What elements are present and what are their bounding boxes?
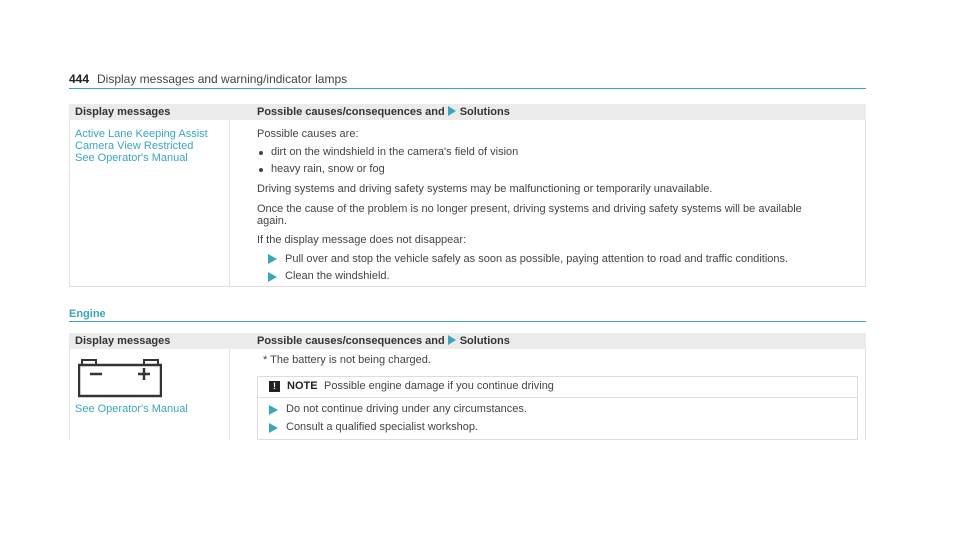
- table-right-border: [865, 120, 866, 287]
- solution-item: Clean the windshield.: [285, 270, 390, 282]
- bullet-icon: [259, 151, 263, 155]
- table-right-border: [865, 349, 866, 440]
- col-header-display-messages: Display messages: [75, 335, 171, 347]
- paragraph-once-cause-line-2: again.: [257, 215, 287, 227]
- bullet-icon: [259, 168, 263, 172]
- cause-item: dirt on the windshield in the camera's field of vision: [271, 146, 519, 158]
- page-title: Display messages and warning/indicator lamps: [97, 72, 348, 86]
- col-header-causes: Possible causes/consequences and: [257, 106, 445, 118]
- solution-arrow-icon: [269, 405, 278, 415]
- solution-item: Consult a qualified specialist workshop.: [286, 421, 478, 433]
- col-header-causes-solutions: [257, 335, 510, 347]
- message-line-2: Camera View Restricted: [75, 140, 194, 152]
- warning-icon: !: [269, 381, 280, 392]
- solution-item: Pull over and stop the vehicle safely as soon as possible, paying attention to road and traffic conditions.: [285, 253, 789, 265]
- table-left-border: [69, 349, 70, 440]
- page-number: 444: [69, 72, 90, 86]
- arrow-right-icon: [448, 106, 456, 116]
- solution-item: Do not continue driving under any circumstances.: [286, 403, 527, 415]
- paragraph-if-message-persists: If the display message does not disappear:: [257, 234, 467, 246]
- message-line-1: Active Lane Keeping Assist: [75, 128, 208, 140]
- column-divider: [229, 349, 230, 440]
- solution-arrow-icon: [268, 272, 277, 282]
- note-label: NOTE: [287, 380, 318, 392]
- note-divider: [258, 397, 857, 398]
- cause-battery-not-charging: * The battery is not being charged.: [263, 354, 431, 366]
- note-text: Possible engine damage if you continue driving: [324, 380, 554, 392]
- page-header: [69, 70, 866, 89]
- paragraph-once-cause-line-1: Once the cause of the problem is no longer present, driving systems and driving safety systems will be available: [257, 203, 802, 215]
- col-header-solutions: Solutions: [459, 106, 510, 118]
- table-header-row: [69, 333, 866, 349]
- section-title-engine: Engine: [69, 308, 106, 320]
- paragraph-malfunction: Driving systems and driving safety systems may be malfunctioning or temporarily unavailable.: [257, 183, 713, 195]
- battery-icon: [78, 356, 162, 398]
- solution-arrow-icon: [268, 254, 277, 264]
- note-box: [257, 376, 858, 440]
- col-header-display-messages: Display messages: [75, 106, 171, 118]
- arrow-right-icon: [448, 335, 456, 345]
- column-divider: [229, 120, 230, 287]
- section-divider: [69, 321, 866, 322]
- message-line-3: See Operator's Manual: [75, 152, 188, 164]
- table-left-border: [69, 120, 70, 287]
- causes-intro: Possible causes are:: [257, 128, 359, 140]
- cause-item: heavy rain, snow or fog: [271, 163, 385, 175]
- col-header-causes-solutions: [257, 106, 510, 118]
- solution-arrow-icon: [269, 423, 278, 433]
- table-bottom-border: [69, 286, 866, 287]
- display-messages-table-lane-keeping: [69, 104, 866, 287]
- table-header-row: [69, 104, 866, 120]
- message-see-operators-manual: See Operator's Manual: [75, 403, 188, 415]
- col-header-causes: Possible causes/consequences and: [257, 335, 445, 347]
- col-header-solutions: Solutions: [459, 335, 510, 347]
